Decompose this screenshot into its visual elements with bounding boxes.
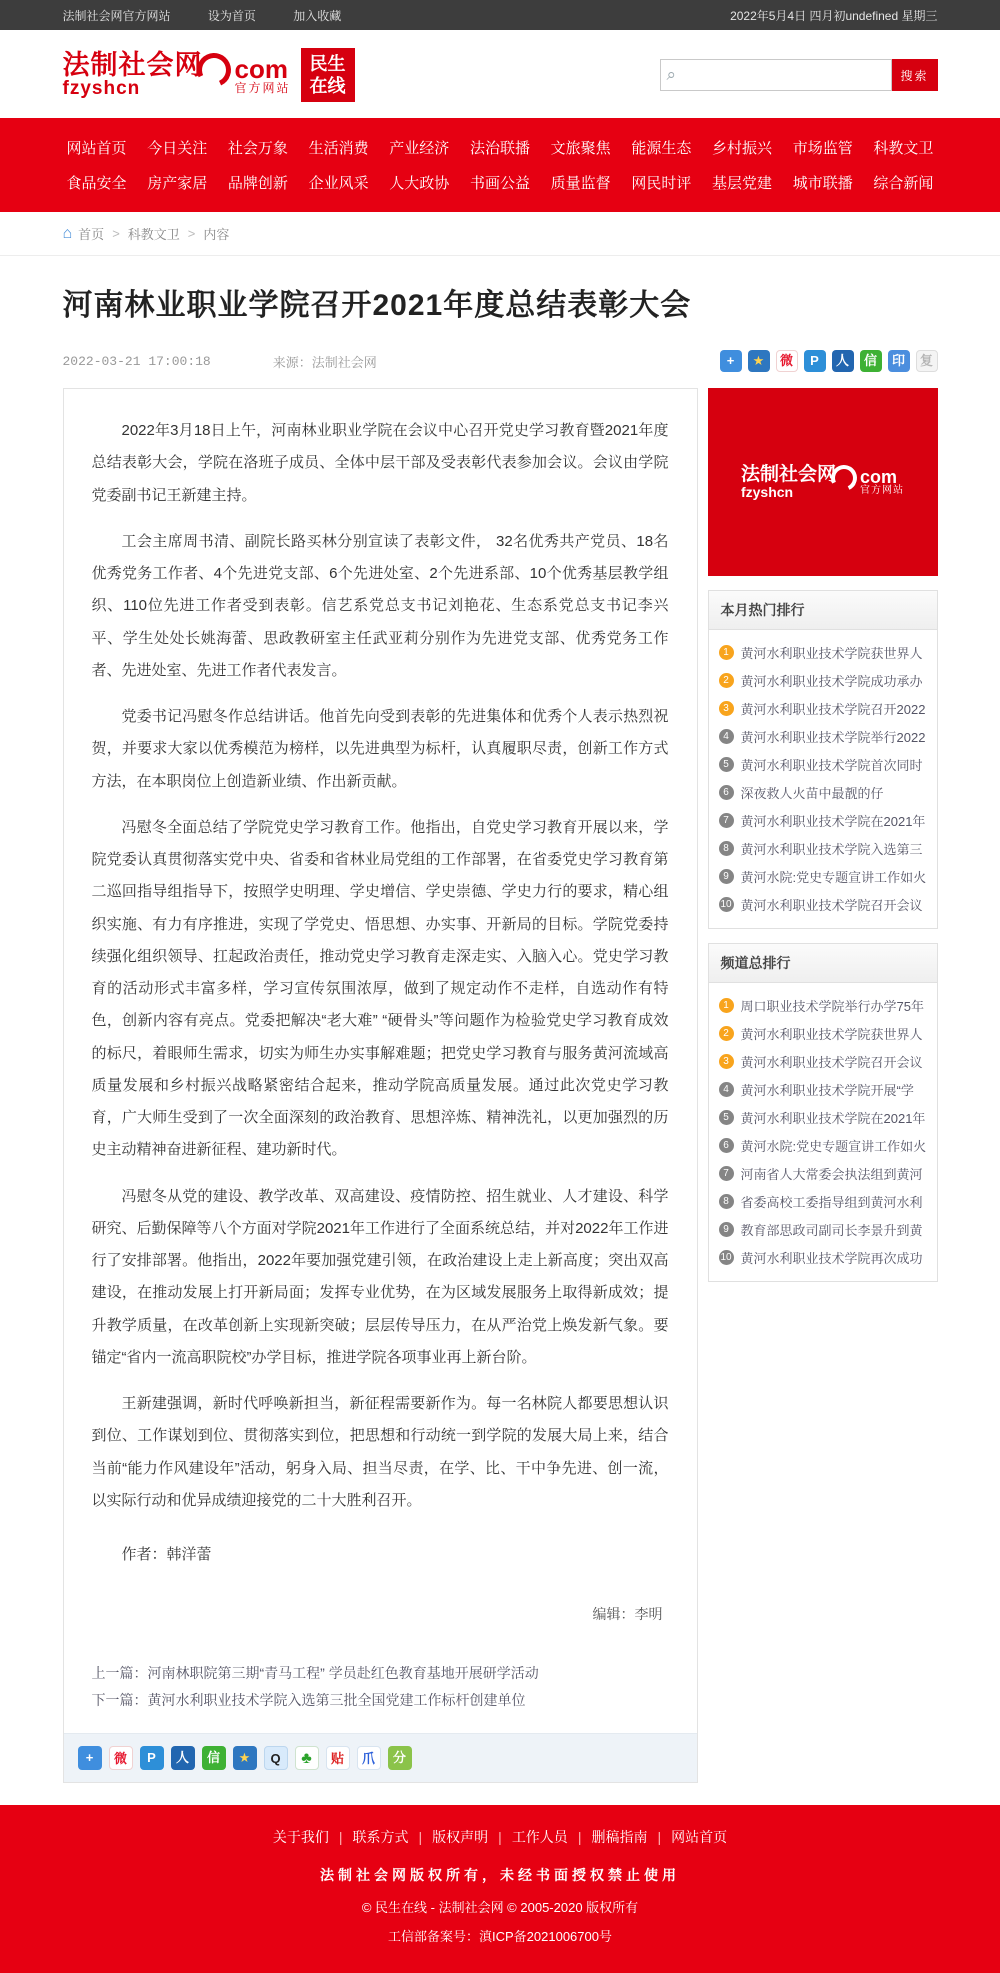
prev-next-nav (92, 1660, 669, 1713)
footer-link-removal-guide[interactable]: 删稿指南 (591, 1829, 648, 1846)
rank-item-text: 黄河水利职业技术学院召开会议 (740, 897, 923, 913)
author-line: 作者：韩洋蕾 (121, 1546, 212, 1563)
rank-badge: 7 (719, 813, 734, 828)
footer-link-copyright[interactable]: 版权声明 (432, 1829, 489, 1846)
nav-item-energy-ecology[interactable]: 能源生态 (631, 140, 692, 157)
rank-item[interactable] (719, 1075, 927, 1103)
rank-item-text: 黄河水利职业技术学院获世界人 (740, 1026, 923, 1042)
nav-item-general-news[interactable]: 综合新闻 (873, 175, 934, 192)
site-footer (0, 1805, 1000, 1973)
article-paragraph: 冯慰冬全面总结了学院党史学习教育工作。他指出，自党史学习教育开展以来，学院党委认真贯彻落实党中央、省委和省林业局党组的工作部署，在省委党史学习教育第二巡回指导组指导下，按照学史明理、学史增信、学史崇德、学史力行的要求，精心组织实施、有力有序推进，实现了学党史、悟思想、办实事、开新局的目标。学院党委持续强化组织领导、扛起政治责任，推动党史学习教育走深走实、入脑入心。党史学习教育的活动形式丰富多样，学习宣传氛围浓厚，做到了规定动作不走样，自选动作有特色，创新内容有亮点。党委把解决“老大难” “硬骨头”等问题作为检验党史学习教育成效的标尺，着眼师生需求，切实为师生办实事解难题；把党史学习教育与服务黄河流域高质量发展和乡村振兴战略紧密结合起来，推动学院高质量发展。通过此次党史学习教育，广大师生受到了一次全面深刻的政治教育、思想淬炼、精神洗礼，以更加强烈的历史主动精神奋进新征程、建功新时代。 (91, 818, 669, 1159)
rank-badge: 6 (719, 1138, 734, 1153)
article-source: 来源：法制社会网 (272, 354, 377, 370)
rank-badge: 7 (719, 1166, 734, 1181)
footer-separator: | (338, 1829, 343, 1846)
rank-item[interactable] (719, 834, 927, 862)
rank-badge: 1 (719, 645, 734, 660)
rank-badge: 2 (719, 673, 734, 688)
article-paragraph: 王新建强调，新时代呼唤新担当，新征程需要新作为。每一名林院人都要思想认识到位、工作谋划到位、贯彻落实到位，把思想和行动统一到学院的发展大局上来，结合当前“能力作风建设年”活动，躬身入局、担当尽责，在学、比、干中争先进、创一流，以实际行动和优异成绩迎接党的二十大胜利召开。 (91, 1395, 669, 1509)
qq-icon[interactable]: Q (264, 1746, 288, 1770)
nav-item-city-broadcast[interactable]: 城市联播 (792, 175, 853, 192)
nav-item-food-safety[interactable]: 食品安全 (66, 175, 127, 192)
nav-item-quality-supervision[interactable]: 质量监督 (550, 175, 611, 192)
nav-item-society[interactable]: 社会万象 (227, 140, 288, 157)
tieba-icon[interactable]: 贴 (326, 1746, 350, 1770)
logo-title: 法制社会网 (62, 49, 203, 80)
rank-item-text: 黄河水院:党史专题宣讲工作如火 (740, 1138, 927, 1154)
banner-official-label: 官方网站 (860, 485, 904, 496)
channel-rank-section (708, 943, 938, 1282)
next-label: 下一篇： (91, 1691, 148, 1708)
rank-item[interactable] (719, 890, 927, 918)
footer-link-home[interactable]: 网站首页 (671, 1829, 728, 1846)
article-paragraph: 党委书记冯慰冬作总结讲话。他首先向受到表彰的先进集体和优秀个人表示热烈祝贺，并要求大家以优秀模范为榜样，以先进典型为标杆，认真履职尽责，创新工作方式方法，在本职岗位上创造新业绩、作出新贡献。 (91, 708, 669, 790)
wechat-icon[interactable]: 信 (860, 350, 882, 372)
main-nav (0, 118, 1000, 212)
sidebar (708, 388, 938, 1282)
site-logo[interactable] (63, 48, 355, 102)
rank-item-text: 河南省人大常委会执法组到黄河 (740, 1166, 923, 1182)
nav-item-party-building[interactable]: 基层党建 (712, 175, 773, 192)
clover-icon[interactable]: ♣ (295, 1746, 319, 1770)
nav-item-rural-revitalization[interactable]: 乡村振兴 (712, 140, 773, 157)
rank-item-text: 黄河水院:党史专题宣讲工作如火 (740, 869, 927, 885)
rank-badge: 5 (719, 1110, 734, 1125)
renren-icon[interactable]: 人 (832, 350, 854, 372)
nav-item-netizen-review[interactable]: 网民时评 (631, 175, 692, 192)
banner-domain: com (860, 467, 898, 487)
banner-subtitle: fzyshcn (740, 483, 794, 500)
rank-item[interactable] (719, 1215, 927, 1243)
top-bar (0, 0, 1000, 30)
footer-link-staff[interactable]: 工作人员 (511, 1829, 568, 1846)
rank-item-text: 黄河水利职业技术学院召开2022 (740, 701, 926, 717)
share-bar-bottom (64, 1733, 697, 1782)
rank-badge: 9 (719, 1222, 734, 1237)
rank-badge: 4 (719, 1082, 734, 1097)
rank-badge: 3 (719, 1054, 734, 1069)
rank-badge: 8 (719, 841, 734, 856)
rank-item-text: 黄河水利职业技术学院开展“学 (740, 1082, 914, 1098)
breadcrumb-item-section[interactable]: 科教文卫 (127, 227, 180, 242)
publish-date: 2022-03-21 17:00:18 (62, 353, 211, 369)
rank-item[interactable] (719, 862, 927, 890)
date-display: 2022年5月4日 四月初undefined 星期三 (730, 8, 938, 23)
footer-copyright-line: © 民生在线 - 法制社会网 © 2005-2020 版权所有 (361, 1900, 639, 1916)
logo-badge-line2: 在线 (309, 76, 346, 96)
rank-badge: 9 (719, 869, 734, 884)
article-paragraph: 2022年3月18日上午，河南林业职业学院在会议中心召开党史学习教育暨2021年度总结表彰大会，学院在洛班子成员、全体中层干部及受表彰代表参加会议。会议由学院党委副书记王新建主持。 (91, 422, 669, 504)
rank-item-text: 黄河水利职业技术学院成功承办 (740, 673, 923, 689)
rank-item[interactable] (719, 722, 927, 750)
rank-item-text: 周口职业技术学院举行办学75年 (740, 998, 924, 1014)
qzone-icon[interactable]: ★ (748, 350, 770, 372)
search-input[interactable] (682, 61, 884, 89)
footer-separator: | (577, 1829, 582, 1846)
logo-official-label: 官方网站 (234, 81, 291, 95)
breadcrumb (0, 212, 1000, 256)
nav-item-today-focus[interactable]: 今日关注 (147, 140, 208, 157)
site-header (0, 30, 1000, 118)
rank-badge: 1 (719, 998, 734, 1013)
rank-badge: 8 (719, 1194, 734, 1209)
rank-item-text: 黄河水利职业技术学院在2021年 (740, 813, 926, 829)
wechat-icon[interactable]: 信 (202, 1746, 226, 1770)
rank-item[interactable] (719, 1103, 927, 1131)
rank-item[interactable] (719, 1131, 927, 1159)
share-plus-icon[interactable]: + (720, 350, 742, 372)
renren-icon[interactable]: 人 (171, 1746, 195, 1770)
qzone-icon[interactable]: ★ (233, 1746, 257, 1770)
rank-item[interactable] (719, 1187, 927, 1215)
weibo-icon[interactable]: 微 (109, 1746, 133, 1770)
nav-item-art-charity[interactable]: 书画公益 (469, 175, 530, 192)
footer-links (0, 1827, 1000, 1847)
footer-link-about[interactable]: 关于我们 (272, 1829, 329, 1846)
share-plus-icon[interactable]: + (78, 1746, 102, 1770)
nav-item-culture-travel[interactable]: 文旅聚焦 (550, 140, 611, 157)
nav-item-npc-cppcc[interactable]: 人大政协 (389, 175, 450, 192)
footer-icp-record: 工信部备案号：滇ICP备2021006700号 (388, 1929, 612, 1945)
nav-item-science-education[interactable]: 科教文卫 (873, 140, 934, 157)
page-title: 河南林业职业学院召开2021年度总结表彰大会 (62, 289, 692, 322)
rank-item-text: 黄河水利职业技术学院召开会议 (740, 1054, 923, 1070)
prev-label: 上一篇： (91, 1665, 148, 1681)
weibo-icon[interactable]: 微 (776, 350, 798, 372)
search-button[interactable]: 搜索 (892, 59, 938, 91)
official-site-link[interactable]: 法制社会网官方网站 (62, 8, 171, 23)
article-head (63, 280, 938, 386)
add-favorite-link[interactable]: 加入收藏 (293, 8, 342, 23)
rank-badge: 3 (719, 701, 734, 716)
logo-subtitle: fzyshcn (62, 78, 141, 100)
rank-item[interactable] (719, 1047, 927, 1075)
article-body (63, 388, 698, 1783)
rank-item-text: 黄河水利职业技术学院举行2022 (740, 729, 926, 745)
rank-item[interactable] (719, 806, 927, 834)
set-homepage-link[interactable]: 设为首页 (207, 8, 256, 23)
nav-item-home[interactable]: 网站首页 (66, 140, 127, 157)
rank-item[interactable] (719, 638, 927, 666)
rank-badge: 10 (720, 898, 732, 910)
search-box (660, 59, 938, 91)
hot-rank-title: 本月热门排行 (709, 591, 937, 630)
pengyou-icon[interactable]: P (804, 350, 826, 372)
share-more-icon[interactable]: 分 (388, 1746, 412, 1770)
rank-item[interactable] (719, 1159, 927, 1187)
nav-item-law-broadcast[interactable]: 法治联播 (469, 140, 530, 157)
sidebar-site-banner[interactable] (708, 388, 938, 576)
rank-badge: 6 (719, 785, 734, 800)
next-article-link[interactable]: 黄河水利职业技术学院入选第三批全国党建工作标杆创建单位 (147, 1691, 526, 1708)
rank-item-text: 深夜救人火苗中最靓的仔 (740, 785, 884, 801)
rank-item[interactable] (719, 666, 927, 694)
home-icon: ⌂ (62, 224, 73, 242)
breadcrumb-separator: > (187, 226, 196, 241)
footer-separator: | (498, 1829, 502, 1846)
hot-rank-section (708, 590, 938, 929)
print-icon[interactable]: 印 (888, 350, 910, 372)
logo-badge-line1: 民生 (309, 53, 346, 74)
nav-item-life-consume[interactable]: 生活消费 (308, 140, 369, 157)
rank-item[interactable] (719, 1019, 927, 1047)
rank-item-text: 省委高校工委指导组到黄河水利 (740, 1194, 923, 1210)
rank-item-text: 黄河水利职业技术学院入选第三 (740, 841, 923, 857)
footer-separator: | (418, 1829, 423, 1846)
banner-title: 法制社会网 (740, 463, 836, 485)
search-icon: ⌕ (666, 65, 677, 84)
baidu-icon[interactable]: 爪 (357, 1746, 381, 1770)
logo-badge (301, 48, 355, 102)
breadcrumb-separator: > (112, 226, 120, 241)
rank-item-text: 教育部思政司副司长李景升到黄 (740, 1222, 923, 1238)
rank-badge: 2 (719, 1026, 734, 1041)
rank-badge: 5 (719, 757, 734, 772)
rank-item-text: 黄河水利职业技术学院获世界人 (740, 645, 923, 661)
rank-item[interactable] (719, 694, 927, 722)
article-paragraph: 工会主席周书清、副院长路买林分别宣读了表彰文件， 32名优秀共产党员、18名优秀党务工作者、4个先进党支部、6个先进处室、2个先进系部、10个优秀基层教学组织、110位先进工作者受到表彰。信艺系党总支书记刘艳花、生态系党总支书记李兴平、学生处处长姚海蕾、思政教研室主任武亚莉分别作为先进党支部、优秀党务工作者、先进处室、先进工作者代表发言。 (91, 532, 669, 679)
rank-item[interactable] (719, 991, 927, 1019)
pengyou-icon[interactable]: P (140, 1746, 164, 1770)
nav-item-brand-innovation[interactable]: 品牌创新 (227, 175, 288, 192)
footer-separator: | (657, 1829, 662, 1846)
editor-line: 编辑：李明 (592, 1606, 663, 1622)
copy-icon[interactable]: 复 (916, 350, 938, 372)
rank-item-text: 黄河水利职业技术学院再次成功 (740, 1250, 923, 1266)
nav-item-enterprise[interactable]: 企业风采 (308, 175, 369, 192)
footer-link-contact[interactable]: 联系方式 (352, 1829, 409, 1846)
rank-item[interactable] (719, 778, 927, 806)
rank-item[interactable] (719, 750, 927, 778)
nav-item-real-estate[interactable]: 房产家居 (147, 175, 208, 192)
breadcrumb-item-home[interactable]: 首页 (78, 227, 105, 242)
prev-article-link[interactable]: 河南林职院第三期“青马工程” 学员赴红色教育基地开展研学活动 (147, 1665, 539, 1681)
rank-item-text: 黄河水利职业技术学院首次同时 (740, 757, 923, 773)
logo-domain: com (234, 54, 288, 84)
nav-item-market-regulation[interactable]: 市场监管 (792, 140, 853, 157)
breadcrumb-item-current: 内容 (203, 227, 230, 242)
article-paragraph: 冯慰冬从党的建设、教学改革、双高建设、疫情防控、招生就业、人才建设、科学研究、后勤保障等八个方面对学院2021年工作进行了全面系统总结，并对2022年工作进行了安排部署。他指出，2022年要加强党建引领，在政治建设上走上新高度；突出双高建设，在推动发展上打开新局面；发挥专业优势，在为区域发展服务上取得新成效；提升教学质量，在改革创新上实现新突破；层层传导压力，在从严治党上焕发新气象。要锚定“省内一流高职院校”办学目标，推进学院各项事业再上新台阶。 (91, 1187, 669, 1366)
channel-rank-title: 频道总排行 (709, 944, 937, 983)
rank-badge: 4 (719, 729, 734, 744)
rank-item[interactable] (719, 1243, 927, 1271)
breadcrumb-home-link[interactable] (63, 225, 79, 243)
rank-badge: 10 (720, 1251, 732, 1263)
nav-item-industry-economy[interactable]: 产业经济 (389, 140, 450, 157)
footer-copyright-notice: 法制社会网版权所有，未经书面授权禁止使用 (320, 1867, 680, 1884)
rank-item-text: 黄河水利职业技术学院在2021年 (740, 1110, 926, 1126)
share-bar-top (714, 350, 938, 372)
